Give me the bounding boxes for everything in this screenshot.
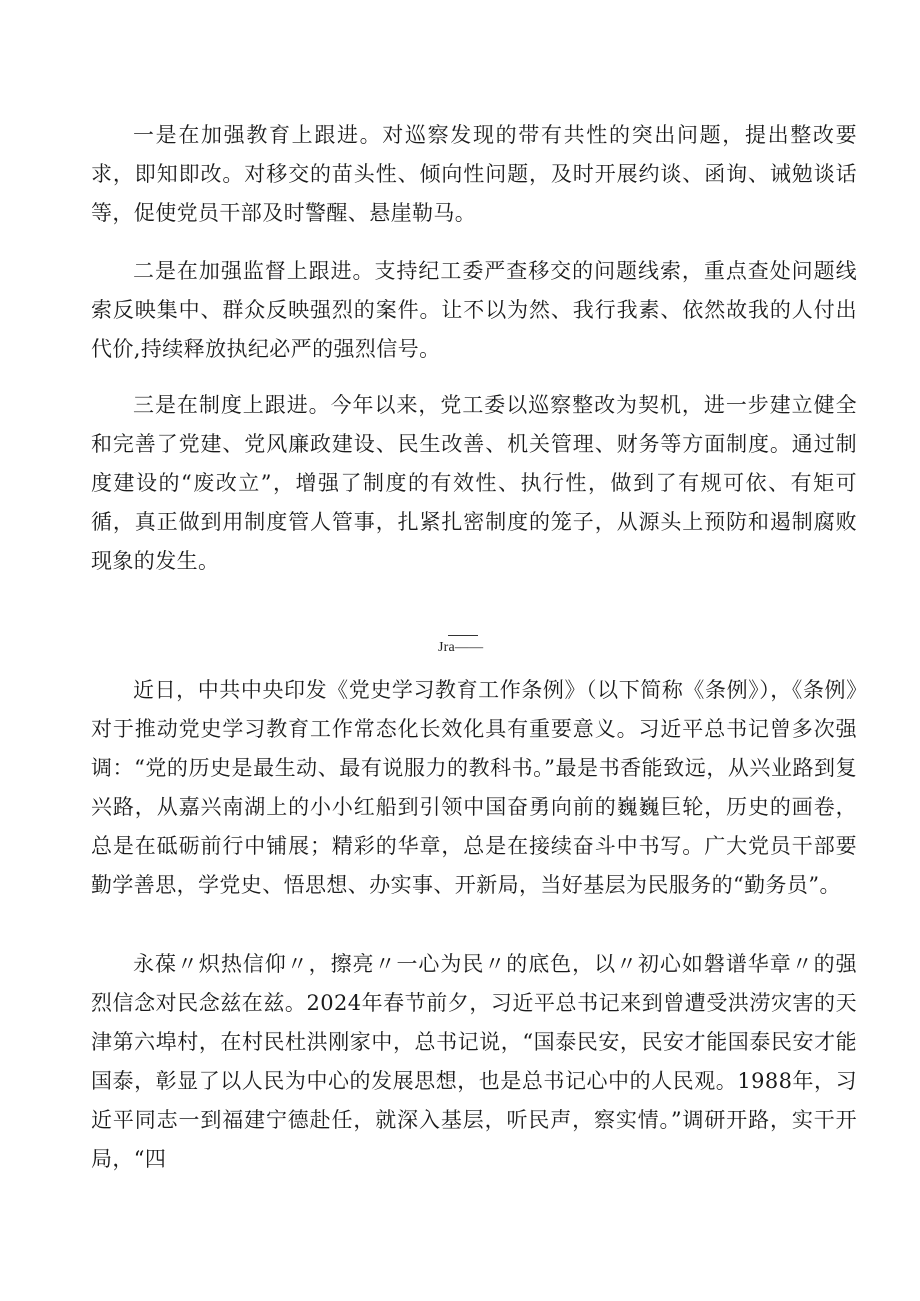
paragraph-supervision: 二是在加强监督上跟进。支持纪工委严查移交的问题线索，重点查处问题线索反映集中、群众反映强烈的案件。让不以为然、我行我素、依然故我的人付出代价,持续释放执纪必严的强烈信号。 bbox=[91, 259, 857, 361]
paragraph-institution: 三是在制度上跟进。今年以来，党工委以巡察整改为契机，进一步建立健全和完善了党建、党风廉政建设、民生改善、机关管理、财务等方面制度。通过制度建设的“废改立”，增强了制度的有效性、执行性，做到了有规可依、有矩可循，真正做到用制度管人管事，扎紧扎密制度的笼子，从源头上预防和遏制腐败现象的发生。 bbox=[91, 393, 857, 573]
paragraph-faith: 永葆〃炽热信仰〃，擦亮〃一心为民〃的底色，以〃初心如磐谱华章〃的强烈信念对民念兹在兹。2024年春节前夕，习近平总书记来到曾遭受洪涝灾害的天津第六埠村，在村民杜洪刚家中，总书记说，“国泰民安，民安才能国泰民安才能国泰，彰显了以人民为中心的发展思想，也是总书记心中的人民观。1988年，习近平同志一到福建宁德赴任，就深入基层，听民声，察实情。”调研开路，实干开局，“四 bbox=[91, 952, 857, 1171]
paragraph-education: 一是在加强教育上跟进。对巡察发现的带有共性的突出问题，提出整改要求，即知即改。对移交的苗头性、倾向性问题，及时开展约谈、函询、诫勉谈话等，促使党员干部及时警醒、悬崖勒马。 bbox=[91, 123, 857, 225]
paragraph-party-history: 近日，中共中央印发《党史学习教育工作条例》（以下简称《条例》），《条例》对于推动党史学习教育工作常态化长效化具有重要意义。习近平总书记曾多次强调：“党的历史是最生动、最有说服力的教科书。”最是书香能致远，从兴业路到复兴路，从嘉兴南湖上的小小红船到引领中国奋勇向前的巍巍巨轮，历史的画卷，总是在砥砺前行中铺展；精彩的华章，总是在接续奋斗中书写。广大党员干部要勤学善思，学党史、悟思想、办实事、开新局，当好基层为民服务的“勤务员”。 bbox=[91, 678, 857, 897]
divider-line bbox=[448, 635, 478, 636]
section-divider bbox=[428, 628, 498, 658]
divider-text: Jra—— bbox=[438, 640, 484, 655]
